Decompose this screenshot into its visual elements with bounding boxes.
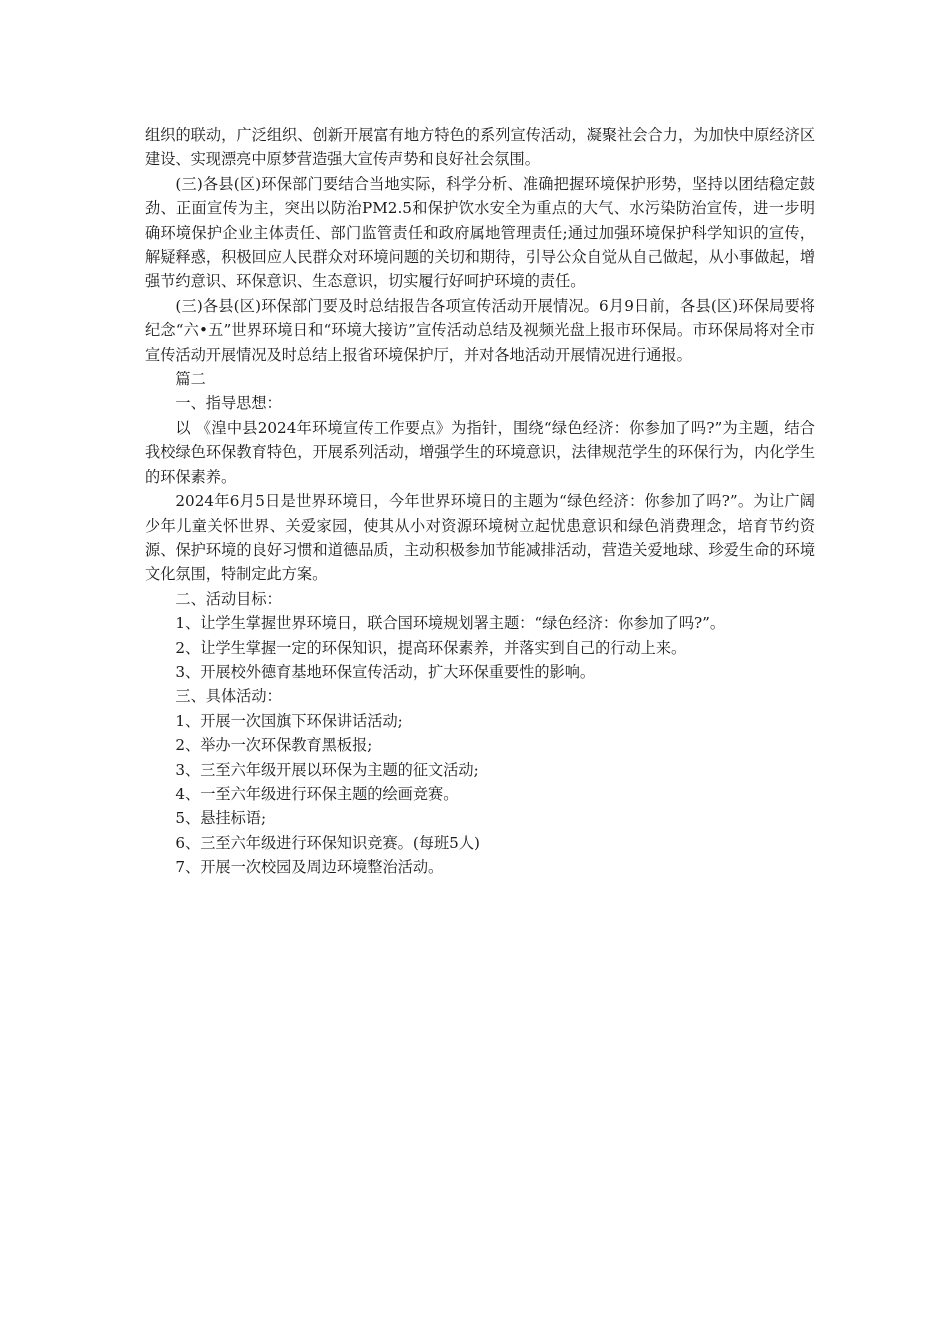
paragraph-section-three-b: (三)各县(区)环保部门要及时总结报告各项宣传活动开展情况。6月9日前，各县(区)环保局要将纪念“六•五”世界环境日和“环境大接访”宣传活动总结及视频光盘上报市环保局。市环保局将对全市宣传活动开展情况及时总结上报省环境保护厅，并对各地活动开展情况进行通报。 bbox=[145, 296, 815, 364]
document-body bbox=[145, 123, 815, 880]
activity-item-2: 2、举办一次环保教育黑板报; bbox=[175, 736, 373, 755]
activity-item-4: 4、一至六年级进行环保主题的绘画竞赛。 bbox=[175, 784, 459, 803]
paragraph-continuation: 组织的联动，广泛组织、创新开展富有地方特色的系列宣传活动，凝聚社会合力，为加快中原经济区建设、实现漂亮中原梦营造强大宣传声势和良好社会氛围。 bbox=[145, 126, 815, 169]
specific-activities-heading: 三、具体活动： bbox=[175, 687, 282, 706]
guiding-thought-heading: 一、指导思想： bbox=[175, 394, 282, 413]
activity-item-1: 1、开展一次国旗下环保讲话活动; bbox=[175, 711, 403, 730]
guiding-thought-paragraph: 以 《湟中县2024年环境宣传工作要点》为指针，围绕“绿色经济：你参加了吗?”为主题，结合我校绿色环保教育特色，开展系列活动，增强学生的环境意识，法律规范学生的环保行为，内化学生的环保素养。 bbox=[145, 418, 815, 486]
goal-item-3: 3、开展校外德育基地环保宣传活动，扩大环保重要性的影响。 bbox=[175, 662, 596, 681]
activity-item-3: 3、三至六年级开展以环保为主题的征文活动; bbox=[175, 760, 479, 779]
goal-item-2: 2、让学生掌握一定的环保知识，提高环保素养，并落实到自己的行动上来。 bbox=[175, 638, 687, 657]
activity-goals-heading: 二、活动目标： bbox=[175, 589, 282, 608]
environment-day-paragraph: 2024年6月5日是世界环境日，今年世界环境日的主题为“绿色经济：你参加了吗?”。为让广阔少年儿童关怀世界、关爱家园，使其从小对资源环境树立起忧患意识和绿色消费理念，培育节约资源、保护环境的良好习惯和道德品质，主动积极参加节能减排活动，营造关爱地球、珍爱生命的环境文化氛围，特制定此方案。 bbox=[145, 492, 815, 584]
activity-item-6: 6、三至六年级进行环保知识竞赛。(每班5人) bbox=[175, 833, 480, 852]
paragraph-section-three-a: (三)各县(区)环保部门要结合当地实际，科学分析、准确把握环境保护形势，坚持以团结稳定鼓劲、正面宣传为主，突出以防治PM2.5和保护饮水安全为重点的大气、水污染防治宣传，进一步明确环境保护企业主体责任、部门监管责任和政府属地管理责任;通过加强环境保护科学知识的宣传，解疑释惑，积极回应人民群众对环境问题的关切和期待，引导公众自觉从自己做起，从小事做起，增强节约意识、环保意识、生态意识，切实履行好呵护环境的责任。 bbox=[145, 174, 815, 291]
goal-item-1: 1、让学生掌握世界环境日，联合国环境规划署主题：“绿色经济：你参加了吗?”。 bbox=[175, 614, 726, 633]
part-two-heading: 篇二 bbox=[175, 370, 206, 389]
activity-item-7: 7、开展一次校园及周边环境整治活动。 bbox=[175, 858, 444, 877]
activity-item-5: 5、悬挂标语; bbox=[175, 809, 267, 828]
